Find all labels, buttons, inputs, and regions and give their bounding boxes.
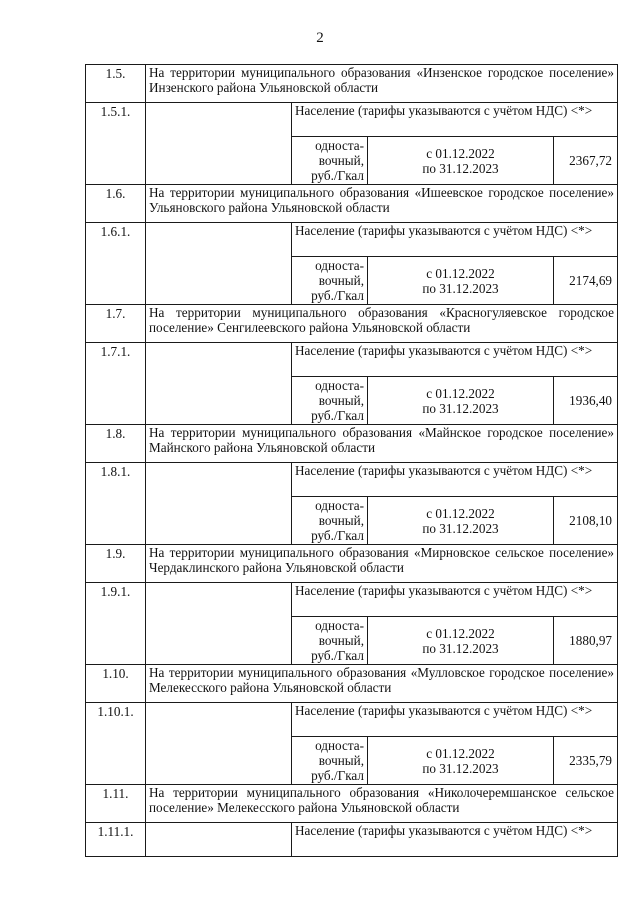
population-label: Население (тарифы указываются с учётом НДС) <*>: [292, 583, 618, 617]
tariff-period-line: с 01.12.2022: [426, 745, 495, 761]
zone-number: 1.9.: [86, 545, 146, 583]
tariff-period: [368, 377, 554, 425]
page-number: 2: [316, 30, 324, 46]
zone-description: На территории муниципального образования «Инзенское городское поселение» Инзенского района Ульяновской области: [146, 65, 618, 103]
tariff-period-line: с 01.12.2022: [426, 145, 495, 161]
zone-number: 1.5.: [86, 65, 146, 103]
population-row: [86, 703, 618, 737]
zone-row: [86, 305, 618, 343]
tariff-unit-line: вочный,: [318, 753, 364, 768]
population-label: Население (тарифы указываются с учётом НДС) <*>: [292, 823, 618, 857]
zone-row: [86, 65, 618, 103]
population-label: Население (тарифы указываются с учётом НДС) <*>: [292, 703, 618, 737]
empty-cell: [146, 823, 292, 857]
tariff-table-body: [86, 65, 618, 857]
tariff-period-line: с 01.12.2022: [426, 505, 495, 521]
zone-row: [86, 425, 618, 463]
empty-cell: [146, 463, 292, 545]
tariff-value: 1936,40: [554, 377, 618, 425]
population-row: [86, 583, 618, 617]
zone-description: На территории муниципального образования «Николочеремшанское сельское поселение» Мелекесского района Ульяновской области: [146, 785, 618, 823]
tariff-value: 1880,97: [554, 617, 618, 665]
tariff-table: [85, 64, 618, 857]
zone-description: На территории муниципального образования «Красногуляевское городское поселение» Сенгилеевского района Ульяновской области: [146, 305, 618, 343]
sub-item-number: 1.11.1.: [86, 823, 146, 857]
tariff-unit-line: вочный,: [318, 273, 364, 288]
zone-row: [86, 545, 618, 583]
zone-description: На территории муниципального образования «Майнское городское поселение» Майнского района Ульяновской области: [146, 425, 618, 463]
population-row: [86, 103, 618, 137]
tariff-unit: [292, 137, 368, 185]
tariff-period: [368, 617, 554, 665]
tariff-period-line: по 31.12.2023: [422, 760, 499, 776]
tariff-unit-line: односта-: [315, 738, 364, 753]
population-row: [86, 463, 618, 497]
sub-item-number: 1.7.1.: [86, 343, 146, 425]
tariff-value: 2108,10: [554, 497, 618, 545]
empty-cell: [146, 343, 292, 425]
tariff-unit-line: руб./Гкал: [311, 168, 364, 183]
zone-number: 1.11.: [86, 785, 146, 823]
tariff-period-line: по 31.12.2023: [422, 160, 499, 176]
sub-item-number: 1.9.1.: [86, 583, 146, 665]
population-label: Население (тарифы указываются с учётом НДС) <*>: [292, 103, 618, 137]
sub-item-number: 1.5.1.: [86, 103, 146, 185]
sub-item-number: 1.6.1.: [86, 223, 146, 305]
tariff-period: [368, 257, 554, 305]
zone-row: [86, 185, 618, 223]
tariff-unit-line: вочный,: [318, 393, 364, 408]
tariff-value: 2335,79: [554, 737, 618, 785]
tariff-unit-line: руб./Гкал: [311, 288, 364, 303]
zone-number: 1.8.: [86, 425, 146, 463]
zone-number: 1.7.: [86, 305, 146, 343]
tariff-period-line: по 31.12.2023: [422, 400, 499, 416]
empty-cell: [146, 103, 292, 185]
tariff-period-line: с 01.12.2022: [426, 265, 495, 281]
tariff-period-line: с 01.12.2022: [426, 385, 495, 401]
tariff-unit: [292, 617, 368, 665]
tariff-unit: [292, 257, 368, 305]
tariff-period-line: по 31.12.2023: [422, 280, 499, 296]
tariff-unit-line: односта-: [315, 378, 364, 393]
empty-cell: [146, 583, 292, 665]
tariff-unit: [292, 497, 368, 545]
population-row: [86, 343, 618, 377]
tariff-value: 2174,69: [554, 257, 618, 305]
tariff-period-line: по 31.12.2023: [422, 520, 499, 536]
zone-row: [86, 665, 618, 703]
tariff-period-line: по 31.12.2023: [422, 640, 499, 656]
population-label: Население (тарифы указываются с учётом НДС) <*>: [292, 463, 618, 497]
zone-description: На территории муниципального образования «Мулловское городское поселение» Мелекесского района Ульяновской области: [146, 665, 618, 703]
zone-number: 1.6.: [86, 185, 146, 223]
tariff-period: [368, 137, 554, 185]
zone-number: 1.10.: [86, 665, 146, 703]
empty-cell: [146, 223, 292, 305]
tariff-unit-line: руб./Гкал: [311, 408, 364, 423]
empty-cell: [146, 703, 292, 785]
tariff-unit-line: руб./Гкал: [311, 648, 364, 663]
tariff-unit-line: односта-: [315, 258, 364, 273]
tariff-unit-line: вочный,: [318, 513, 364, 528]
sub-item-number: 1.8.1.: [86, 463, 146, 545]
sub-item-number: 1.10.1.: [86, 703, 146, 785]
population-label: Население (тарифы указываются с учётом НДС) <*>: [292, 223, 618, 257]
tariff-unit-line: односта-: [315, 138, 364, 153]
zone-row: [86, 785, 618, 823]
tariff-unit-line: вочный,: [318, 153, 364, 168]
zone-description: На территории муниципального образования «Мирновское сельское поселение» Чердаклинского района Ульяновской области: [146, 545, 618, 583]
tariff-value: 2367,72: [554, 137, 618, 185]
population-row: [86, 823, 618, 857]
tariff-unit: [292, 737, 368, 785]
zone-description: На территории муниципального образования «Ишеевское городское поселение» Ульяновского района Ульяновской области: [146, 185, 618, 223]
tariff-period-line: с 01.12.2022: [426, 625, 495, 641]
tariff-unit-line: односта-: [315, 618, 364, 633]
tariff-unit-line: руб./Гкал: [311, 768, 364, 783]
tariff-period: [368, 497, 554, 545]
tariff-unit-line: односта-: [315, 498, 364, 513]
tariff-unit-line: руб./Гкал: [311, 528, 364, 543]
tariff-period: [368, 737, 554, 785]
tariff-unit: [292, 377, 368, 425]
tariff-unit-line: вочный,: [318, 633, 364, 648]
population-label: Население (тарифы указываются с учётом НДС) <*>: [292, 343, 618, 377]
population-row: [86, 223, 618, 257]
